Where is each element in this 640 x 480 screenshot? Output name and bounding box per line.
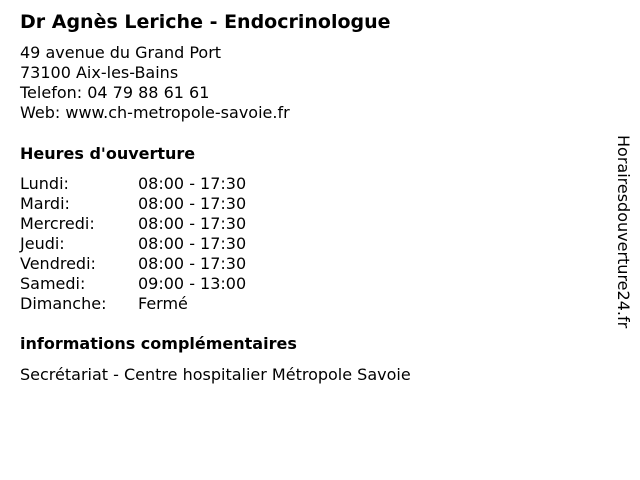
hours-row-mardi: [20, 194, 246, 214]
hours-time: 08:00 - 17:30: [138, 234, 247, 253]
hours-day: Vendredi:: [20, 254, 96, 273]
hours-time: 08:00 - 17:30: [138, 214, 247, 233]
city-postal: 73100 Aix-les-Bains: [20, 63, 179, 82]
info-text: Secrétariat - Centre hospitalier Métropole Savoie: [20, 365, 411, 384]
hours-row-samedi: [20, 274, 246, 294]
hours-row-lundi: [20, 174, 246, 194]
site-watermark: Horairesdouverture24.fr: [614, 135, 633, 329]
phone-number: Telefon: 04 79 88 61 61: [20, 83, 210, 102]
hours-time: 08:00 - 17:30: [138, 254, 247, 273]
hours-time: 08:00 - 17:30: [138, 194, 247, 213]
hours-day: Samedi:: [20, 274, 86, 293]
street-address: 49 avenue du Grand Port: [20, 43, 222, 62]
hours-heading: Heures d'ouverture: [20, 144, 196, 163]
hours-row-dimanche: [20, 294, 246, 314]
hours-time: 08:00 - 17:30: [138, 174, 247, 193]
contact-block: [20, 43, 290, 123]
hours-row-mercredi: [20, 214, 246, 234]
hours-day: Mercredi:: [20, 214, 95, 233]
hours-day: Jeudi:: [20, 234, 65, 253]
hours-row-jeudi: [20, 234, 246, 254]
hours-day: Mardi:: [20, 194, 70, 213]
hours-row-vendredi: [20, 254, 246, 274]
hours-table: [20, 174, 246, 314]
website: Web: www.ch-metropole-savoie.fr: [20, 103, 290, 122]
page-title: Dr Agnès Leriche - Endocrinologue: [20, 11, 391, 33]
hours-time: Fermé: [138, 294, 188, 313]
hours-day: Dimanche:: [20, 294, 107, 313]
hours-day: Lundi:: [20, 174, 69, 193]
hours-time: 09:00 - 13:00: [138, 274, 247, 293]
info-heading: informations complémentaires: [20, 334, 297, 353]
